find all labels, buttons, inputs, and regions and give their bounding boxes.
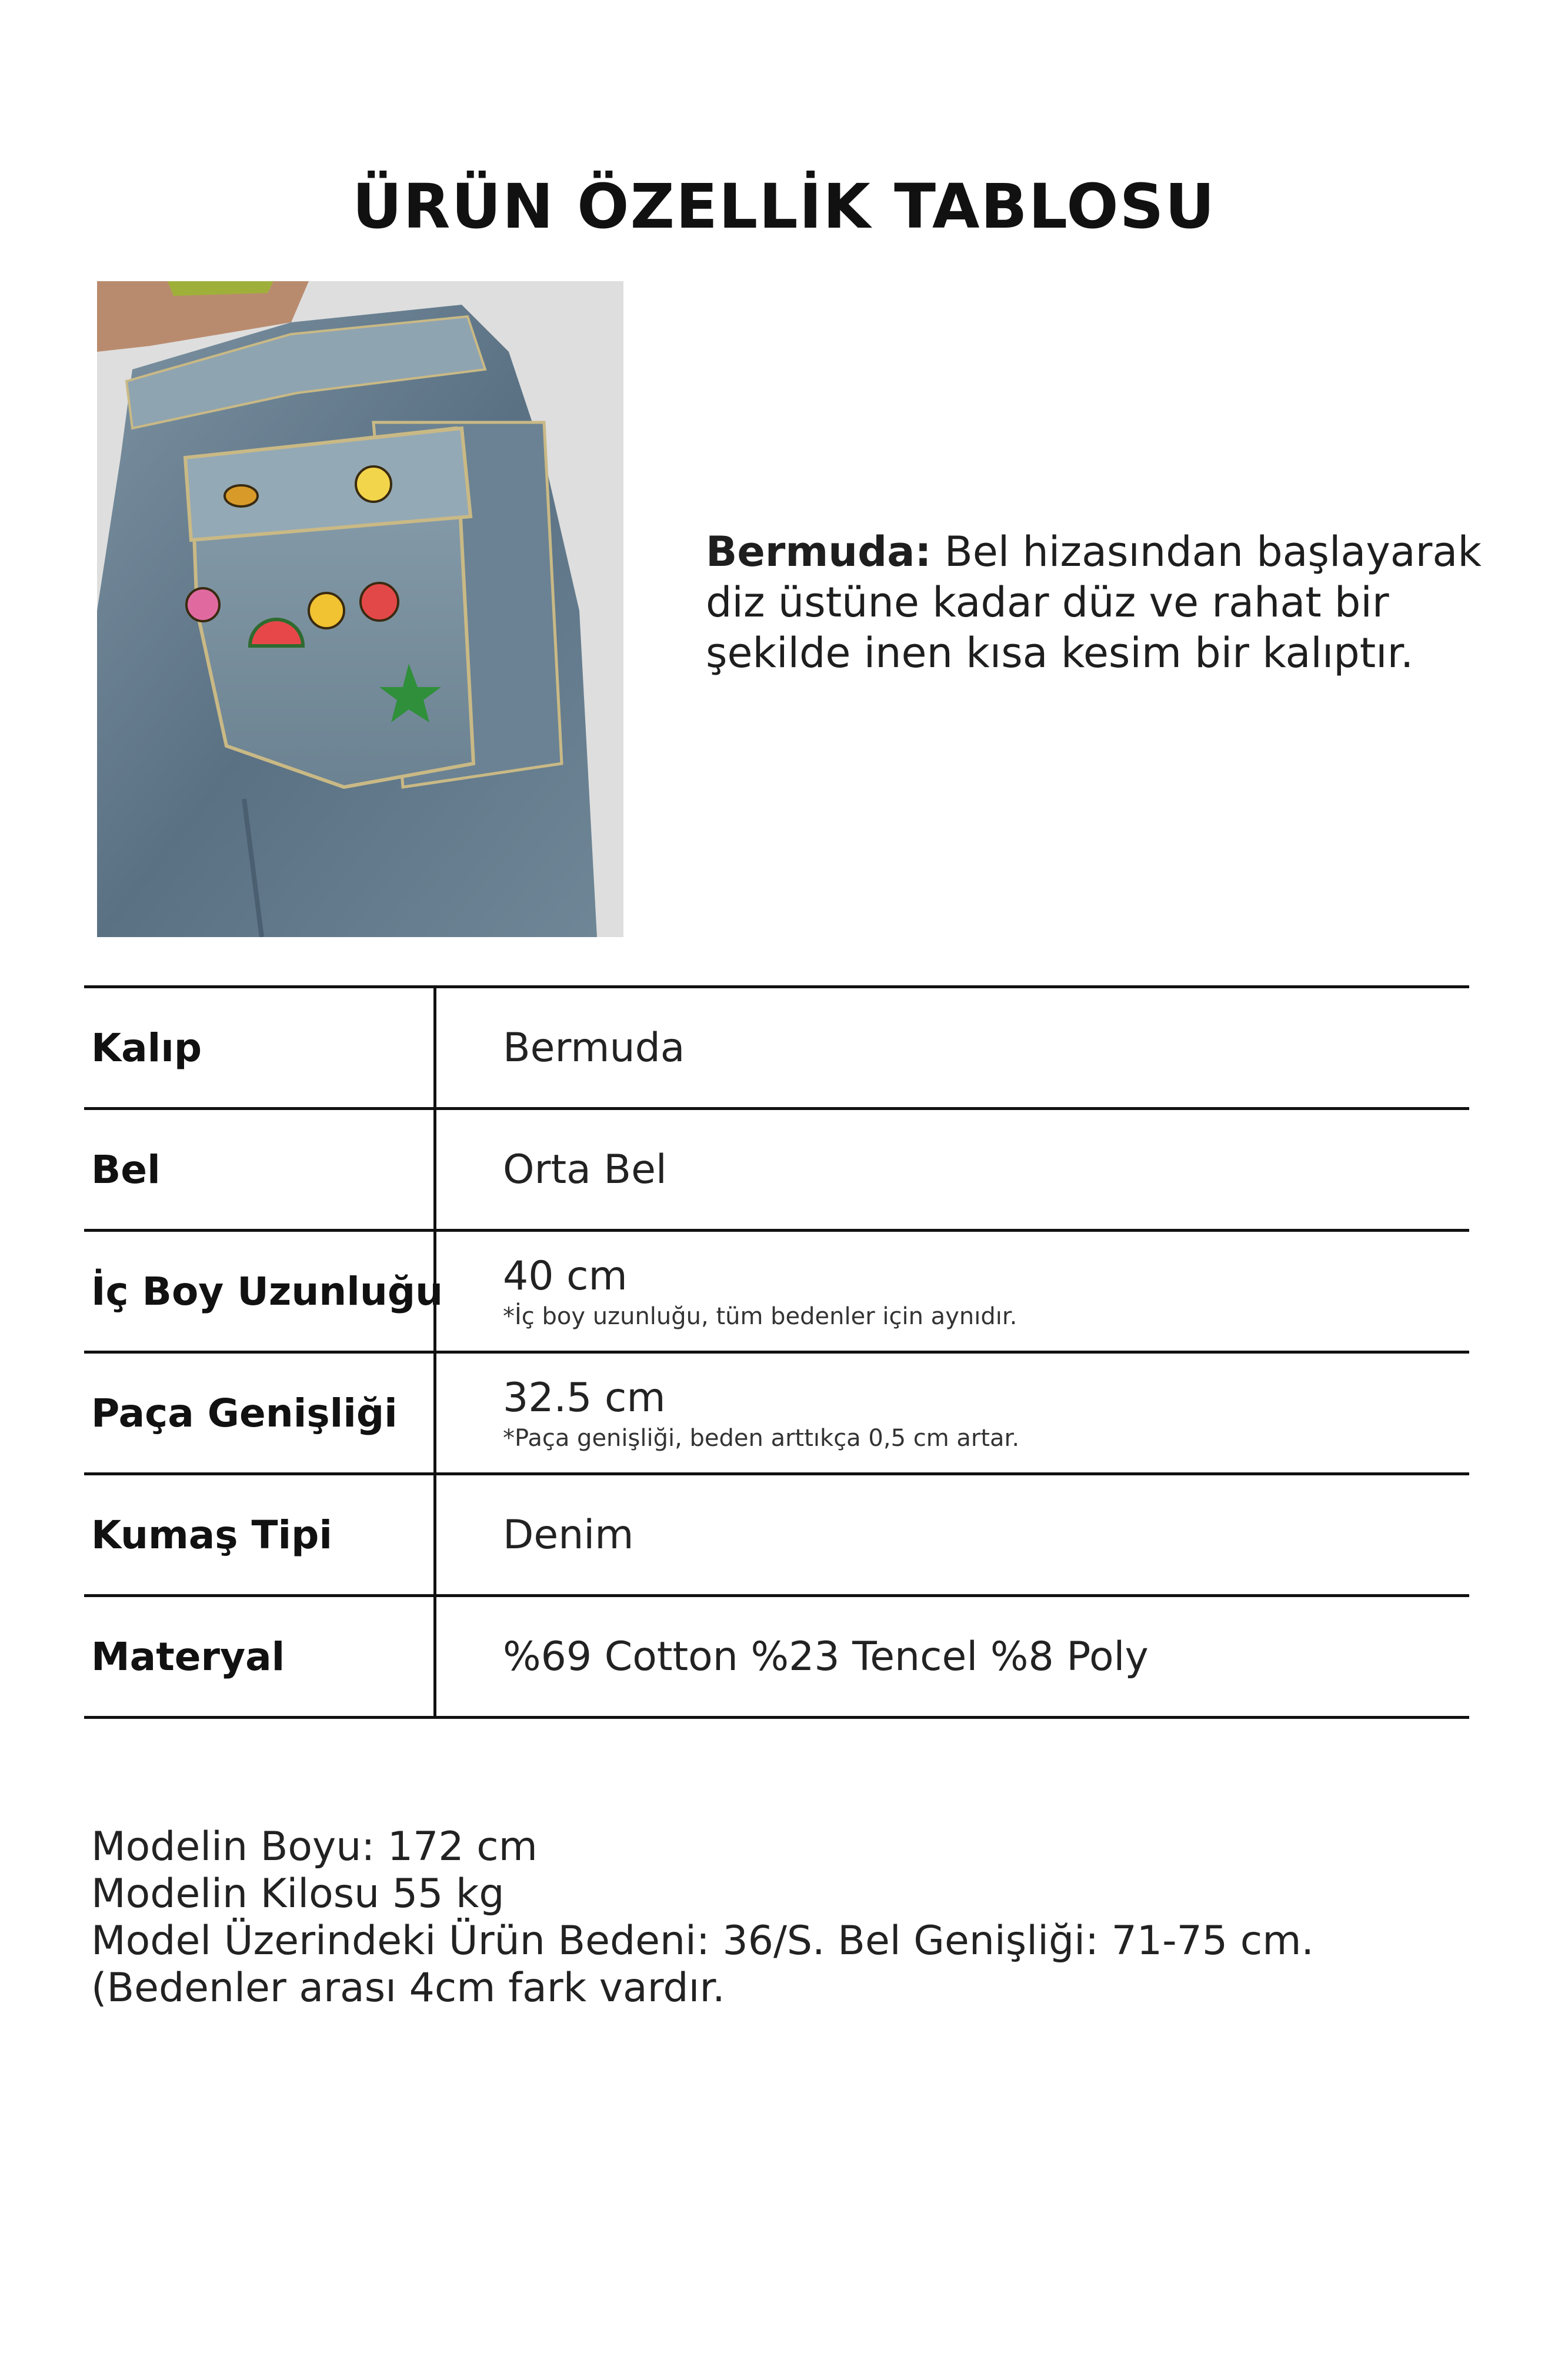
model-weight: Modelin Kilosu 55 kg <box>91 1871 505 1917</box>
model-info <box>91 1824 1503 2012</box>
spec-label: Kumaş Tipi <box>91 1512 333 1558</box>
spec-row-kalip <box>84 988 1469 1110</box>
spec-table <box>84 985 1469 1719</box>
spec-row-materyal <box>84 1597 1469 1719</box>
spec-label: Bel <box>91 1146 161 1192</box>
column-divider <box>433 1110 436 1232</box>
spec-value-cell <box>503 988 685 1107</box>
column-divider <box>433 1354 436 1475</box>
spec-row-paca <box>84 1354 1469 1475</box>
spec-value: Orta Bel <box>503 1146 667 1193</box>
spec-value: %69 Cotton %23 Tencel %8 Poly <box>503 1633 1149 1680</box>
denim-pocket-illustration <box>97 281 623 937</box>
product-photo <box>97 281 623 937</box>
spec-value: Bermuda <box>503 1024 685 1071</box>
spec-value: 32.5 cm <box>503 1374 666 1421</box>
spec-value-cell <box>503 1110 667 1229</box>
spec-value-cell <box>503 1354 1019 1472</box>
spec-value: 40 cm <box>503 1252 628 1299</box>
spec-label: İç Boy Uzunluğu <box>91 1268 443 1314</box>
spec-note: *Paça genişliği, beden arttıkça 0,5 cm artar. <box>503 1424 1020 1452</box>
spec-label: Kalıp <box>91 1025 202 1071</box>
spec-row-kumas <box>84 1475 1469 1597</box>
spec-row-bel <box>84 1110 1469 1232</box>
spec-value: Denim <box>503 1511 634 1558</box>
spec-label: Paça Genişliği <box>91 1390 398 1436</box>
fit-description <box>706 526 1488 678</box>
column-divider <box>433 1475 436 1597</box>
spec-value-cell <box>503 1597 1149 1716</box>
spec-value-cell <box>503 1475 633 1594</box>
spec-label: Materyal <box>91 1634 285 1679</box>
spec-note: *İç boy uzunluğu, tüm bedenler için aynıdır. <box>503 1302 1017 1330</box>
fit-term: Bermuda: <box>706 528 932 576</box>
fit-text: Bel hizasından başlayarak diz üstüne kadar düz ve rahat bir şekilde inen kısa kesim bir kalıptır. <box>706 528 1482 677</box>
model-height: Modelin Boyu: 172 cm <box>91 1824 538 1870</box>
column-divider <box>433 1597 436 1719</box>
column-divider <box>433 988 436 1110</box>
spec-value-cell <box>503 1232 1017 1351</box>
model-size: Model Üzerindeki Ürün Bedeni: 36/S. Bel Genişliği: 71-75 cm. (Bedenler arası 4cm fark vardır. <box>91 1918 1315 2011</box>
spec-row-ic-boy <box>84 1232 1469 1354</box>
page-title: ÜRÜN ÖZELLİK TABLOSU <box>352 171 1216 242</box>
